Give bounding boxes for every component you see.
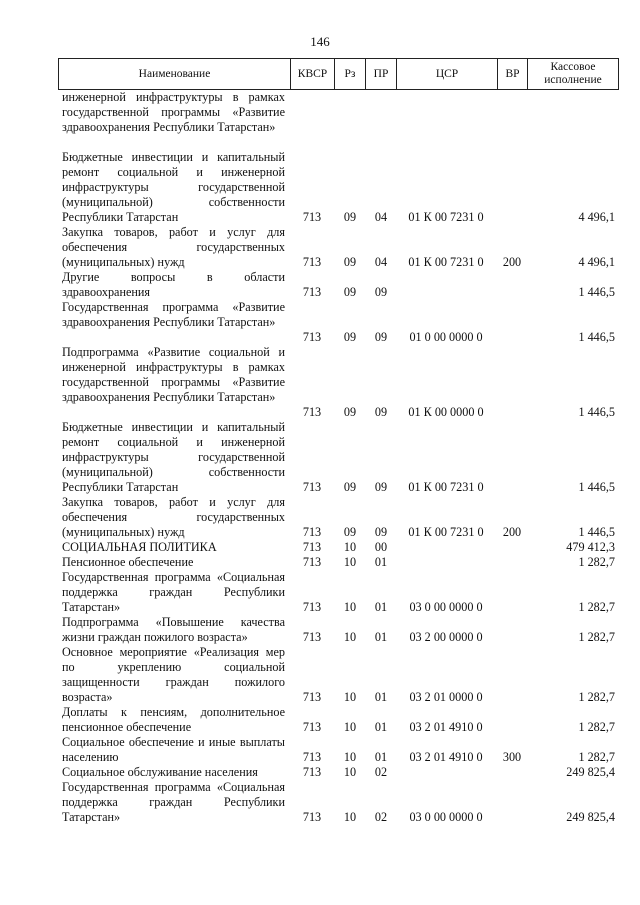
row-rz: 09 bbox=[343, 255, 357, 269]
row-sum: 249 825,4 bbox=[566, 810, 615, 824]
table-row bbox=[0, 645, 640, 705]
row-name: Основное мероприятие «Реализация мер по укреплению социальной защищенности граждан пожилого возраста» bbox=[62, 645, 285, 704]
row-sum: 1 446,5 bbox=[578, 480, 615, 494]
header-csr: ЦСР bbox=[397, 59, 498, 89]
table-row bbox=[0, 540, 640, 555]
row-kvsr: 713 bbox=[302, 630, 322, 644]
row-kvsr: 713 bbox=[302, 480, 322, 494]
row-pr: 02 bbox=[374, 810, 388, 824]
table-row bbox=[0, 225, 640, 270]
row-name: Бюджетные инвестиции и капитальный ремонт социальной и инженерной инфраструктуры государственной (муниципальной) собственности Республики Татарстан bbox=[62, 150, 285, 224]
table-body bbox=[0, 90, 640, 825]
row-name: СОЦИАЛЬНАЯ ПОЛИТИКА bbox=[62, 540, 217, 554]
row-name: Подпрограмма «Развитие социальной и инженерной инфраструктуры в рамках государственной программы «Развитие здравоохранения Республики Татарстан» bbox=[62, 345, 285, 404]
table-row bbox=[0, 570, 640, 615]
row-rz: 09 bbox=[343, 525, 357, 539]
table-row bbox=[0, 780, 640, 825]
row-rz: 09 bbox=[343, 480, 357, 494]
row-sum: 1 446,5 bbox=[578, 405, 615, 419]
row-sum: 1 282,7 bbox=[578, 720, 615, 734]
row-kvsr: 713 bbox=[302, 555, 322, 569]
row-rz: 10 bbox=[343, 600, 357, 614]
header-vr: ВР bbox=[498, 59, 528, 89]
row-rz: 10 bbox=[343, 765, 357, 779]
row-kvsr: 713 bbox=[302, 525, 322, 539]
row-name: Пенсионное обеспечение bbox=[62, 555, 194, 569]
table-row bbox=[0, 495, 640, 540]
row-pr: 01 bbox=[374, 600, 388, 614]
row-pr: 00 bbox=[374, 540, 388, 554]
row-name: Подпрограмма «Повышение качества жизни граждан пожилого возраста» bbox=[62, 615, 285, 644]
row-pr: 09 bbox=[374, 285, 388, 299]
row-rz: 09 bbox=[343, 210, 357, 224]
row-rz: 10 bbox=[343, 690, 357, 704]
row-pr: 04 bbox=[374, 255, 388, 269]
row-pr: 01 bbox=[374, 555, 388, 569]
row-kvsr: 713 bbox=[302, 330, 322, 344]
row-sum: 479 412,3 bbox=[566, 540, 615, 554]
table-row bbox=[0, 150, 640, 225]
row-csr: 03 0 00 0000 0 bbox=[409, 600, 483, 614]
page-number: 146 bbox=[310, 34, 330, 49]
row-name: инженерной инфраструктуры в рамках государственной программы «Развитие здравоохранения Республики Татарстан» bbox=[62, 90, 285, 134]
row-rz: 10 bbox=[343, 555, 357, 569]
row-rz: 10 bbox=[343, 630, 357, 644]
row-name: Социальное обслуживание населения bbox=[62, 765, 258, 779]
row-name: Социальное обеспечение и иные выплаты населению bbox=[62, 735, 285, 764]
table-row bbox=[0, 90, 640, 150]
row-sum: 4 496,1 bbox=[578, 255, 615, 269]
table-row bbox=[0, 765, 640, 780]
row-csr: 01 К 00 7231 0 bbox=[408, 525, 484, 539]
table-row bbox=[0, 555, 640, 570]
row-rz: 09 bbox=[343, 405, 357, 419]
table-header bbox=[58, 58, 619, 90]
row-pr: 02 bbox=[374, 765, 388, 779]
header-name: Наименование bbox=[59, 59, 291, 89]
row-pr: 01 bbox=[374, 750, 388, 764]
row-pr: 01 bbox=[374, 720, 388, 734]
row-kvsr: 713 bbox=[302, 765, 322, 779]
table-row bbox=[0, 345, 640, 420]
header-pr: ПР bbox=[366, 59, 397, 89]
row-csr: 01 К 00 0000 0 bbox=[408, 405, 484, 419]
row-name: Государственная программа «Развитие здравоохранения Республики Татарстан» bbox=[62, 300, 285, 329]
row-rz: 10 bbox=[343, 810, 357, 824]
row-pr: 09 bbox=[374, 525, 388, 539]
row-sum: 1 446,5 bbox=[578, 330, 615, 344]
header-kvsr: КВСР bbox=[291, 59, 335, 89]
row-sum: 1 282,7 bbox=[578, 600, 615, 614]
row-sum: 1 282,7 bbox=[578, 630, 615, 644]
table-row bbox=[0, 705, 640, 735]
row-kvsr: 713 bbox=[302, 720, 322, 734]
row-vr: 200 bbox=[502, 255, 522, 269]
row-sum: 1 282,7 bbox=[578, 750, 615, 764]
header-rz: Рз bbox=[335, 59, 366, 89]
row-name: Доплаты к пенсиям, дополнительное пенсионное обеспечение bbox=[62, 705, 285, 734]
row-kvsr: 713 bbox=[302, 540, 322, 554]
row-rz: 10 bbox=[343, 750, 357, 764]
row-sum: 4 496,1 bbox=[578, 210, 615, 224]
row-csr: 03 0 00 0000 0 bbox=[409, 810, 483, 824]
row-name: Бюджетные инвестиции и капитальный ремонт социальной и инженерной инфраструктуры государственной (муниципальной) собственности Республики Татарстан bbox=[62, 420, 285, 494]
row-pr: 01 bbox=[374, 690, 388, 704]
row-sum: 1 446,5 bbox=[578, 525, 615, 539]
row-pr: 04 bbox=[374, 210, 388, 224]
row-sum: 249 825,4 bbox=[566, 765, 615, 779]
table-row bbox=[0, 270, 640, 300]
row-csr: 01 К 00 7231 0 bbox=[408, 255, 484, 269]
row-rz: 09 bbox=[343, 285, 357, 299]
row-csr: 03 2 01 4910 0 bbox=[409, 720, 483, 734]
row-name: Другие вопросы в области здравоохранения bbox=[62, 270, 285, 299]
row-sum: 1 282,7 bbox=[578, 690, 615, 704]
row-csr: 01 0 00 0000 0 bbox=[409, 330, 483, 344]
row-name: Закупка товаров, работ и услуг для обеспечения государственных (муниципальных) нужд bbox=[62, 225, 285, 269]
row-rz: 10 bbox=[343, 540, 357, 554]
header-sum: Кассовое исполнение bbox=[544, 61, 602, 86]
row-sum: 1 282,7 bbox=[578, 555, 615, 569]
row-csr: 03 2 00 0000 0 bbox=[409, 630, 483, 644]
row-vr: 200 bbox=[502, 525, 522, 539]
row-kvsr: 713 bbox=[302, 405, 322, 419]
row-name: Закупка товаров, работ и услуг для обеспечения государственных (муниципальных) нужд bbox=[62, 495, 285, 539]
row-rz: 10 bbox=[343, 720, 357, 734]
row-kvsr: 713 bbox=[302, 810, 322, 824]
row-pr: 09 bbox=[374, 330, 388, 344]
row-name: Государственная программа «Социальная поддержка граждан Республики Татарстан» bbox=[62, 780, 285, 824]
row-name: Государственная программа «Социальная поддержка граждан Республики Татарстан» bbox=[62, 570, 285, 614]
row-kvsr: 713 bbox=[302, 210, 322, 224]
row-kvsr: 713 bbox=[302, 285, 322, 299]
row-kvsr: 713 bbox=[302, 255, 322, 269]
row-csr: 01 К 00 7231 0 bbox=[408, 480, 484, 494]
table-row bbox=[0, 420, 640, 495]
row-vr: 300 bbox=[502, 750, 522, 764]
table-row bbox=[0, 300, 640, 345]
row-pr: 01 bbox=[374, 630, 388, 644]
row-csr: 01 К 00 7231 0 bbox=[408, 210, 484, 224]
row-csr: 03 2 01 0000 0 bbox=[409, 690, 483, 704]
table-row bbox=[0, 615, 640, 645]
row-pr: 09 bbox=[374, 480, 388, 494]
row-pr: 09 bbox=[374, 405, 388, 419]
row-kvsr: 713 bbox=[302, 750, 322, 764]
row-kvsr: 713 bbox=[302, 690, 322, 704]
row-sum: 1 446,5 bbox=[578, 285, 615, 299]
row-kvsr: 713 bbox=[302, 600, 322, 614]
table-row bbox=[0, 735, 640, 765]
row-rz: 09 bbox=[343, 330, 357, 344]
row-csr: 03 2 01 4910 0 bbox=[409, 750, 483, 764]
